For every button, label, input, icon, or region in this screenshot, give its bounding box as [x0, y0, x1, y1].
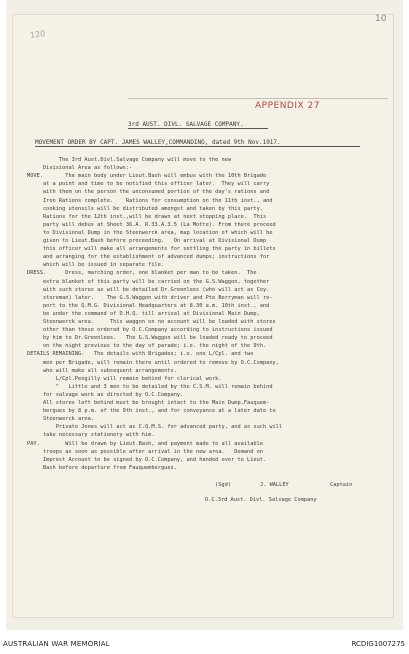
- body-line: and arranging for the establishment of advanced dumps; instructions for: [27, 254, 270, 261]
- appendix-stamp: APPENDIX 27: [255, 101, 320, 111]
- body-line: Iron Rations complete. Rations for consumption on the 11th inst., and: [27, 197, 273, 204]
- body-line: Rations for the 12th inst.,will be drawn at next stopping place. This: [27, 213, 267, 220]
- pencil-page-number: 120: [29, 28, 46, 41]
- body-line: bergues by 8 p.m. of the 9th inst., and for conveyance at a later date to: [27, 408, 276, 415]
- body-line: Private Jones will act as C.Q.M.S. for advanced party, and as such will: [27, 424, 283, 431]
- body-line: Imprest Account to be signed by O.C.Company, and handed over to Lieut.: [27, 456, 267, 463]
- body-line: extra blanket of this party will be carried on the G.S.Waggon, together: [27, 278, 270, 285]
- body-line: troops as soon as possible after arrival in the new area. Demand on: [27, 448, 263, 455]
- body-line: who will make all subsequent arrangements.: [27, 367, 177, 374]
- body-line: to Divisional Dump in the Steenwerck area, map location of which will be: [27, 229, 273, 236]
- body-line: party will debus at Sheet 36.A. R.33.A.3.5 (La Motte). From there proceed: [27, 221, 276, 228]
- body-line: MOVE. The main body under Lieut.Bash will embus with the 10th Brigade: [27, 173, 267, 180]
- signature-sgd: (Sgd): [215, 482, 231, 488]
- body-line: DETAILS REMAINING. The details with Brigades; i.e. one L/Cpl. and two: [27, 351, 254, 358]
- signature-rank: Captain: [330, 482, 353, 488]
- body-line: for salvage work as directed by O.C.Company.: [27, 391, 184, 398]
- folio-number: 10: [375, 14, 387, 24]
- body-line: by him to Dr.Greenlees. The G.S.Waggon will be loaded ready to proceed: [27, 335, 273, 342]
- body-line: Divisional Area as follows:-: [27, 165, 133, 172]
- body-line: DRESS. Dress, marching order, one blanket per man to be taken. The: [27, 270, 257, 277]
- body-line: be under the command of D.H.Q. till arrival at Divisional Main Dump,: [27, 310, 260, 317]
- body-line: port to the Q.M.G. Divisional Headquarters at 8.30 a.m. 10th inst., and: [27, 302, 270, 309]
- body-line: The 3rd Aust.Divl.Salvage Company will move to the new: [27, 157, 232, 163]
- body-line: take necessary stationery with him.: [27, 432, 155, 439]
- page-rule: [128, 98, 388, 99]
- body-line: with them on the person the unconsumed portion of the day's rations and: [27, 189, 270, 196]
- body-line: " Little and 3 men to be detailed by the C.S.M. will remain behind: [27, 383, 273, 390]
- unit-heading-underline: [128, 128, 268, 129]
- unit-heading: 3rd AUST. DIVL. SALVAGE COMPANY.: [128, 121, 244, 128]
- body-line: storeman) later. The G.S.Waggon with driver and Pte Berryman will re-: [27, 294, 273, 301]
- body-line: All stores left behind must be brought intact to the Main Dump,Fauquem-: [27, 400, 270, 406]
- order-heading: MOVEMENT ORDER BY CAPT. JAMES WALLEY,COMMANDING, dated 9th Nov.1917.: [35, 139, 281, 146]
- signature-name: J. WALLEY: [260, 482, 289, 488]
- order-heading-underline: [35, 146, 360, 147]
- body-line: this officer will make all arrangements for settling the party in billets: [27, 246, 276, 253]
- body-line: Steenwerck area. This waggon on no account will be loaded with stores: [27, 319, 276, 325]
- body-line: on the night previous to the day of parade; i.e. the night of the 9th.: [27, 343, 267, 350]
- body-line: given to Lieut.Bash before proceeding. On arrival at Divisional Dump: [27, 238, 267, 244]
- body-line: cooking utensils will be distributed amongst and taken by this party.: [27, 205, 263, 212]
- body-line: PAY. Will be drawn by Lieut.Bash, and payment made to all available: [27, 440, 263, 447]
- body-line: with such stores as will be detailed Dr.Greenlees (who will act as Coy.: [27, 286, 270, 293]
- body-line: at a point and time to be notified this officer later. They will carry: [27, 181, 270, 188]
- body-line: other than those ordered by O.C.Company according to instructions issued: [27, 327, 273, 334]
- archive-credit: AUSTRALIAN WAR MEMORIAL: [3, 640, 110, 648]
- body-line: which will be issued in separate file.: [27, 262, 165, 269]
- archive-reference: RCDIG1007275: [351, 640, 405, 648]
- body-line: Bash before departure from Fauquembergues.: [27, 464, 177, 471]
- body-line: men per Brigade, will remain there until ordered to remove by O.C.Company,: [27, 359, 279, 366]
- signature-unit: O.C.3rd Aust. Divl. Salvage Company: [205, 497, 317, 503]
- body-line: Steenwerck area.: [27, 416, 94, 423]
- order-body: [27, 157, 392, 487]
- body-line: L/Cpl.Pengilly will remain behind for clerical work.: [27, 375, 222, 382]
